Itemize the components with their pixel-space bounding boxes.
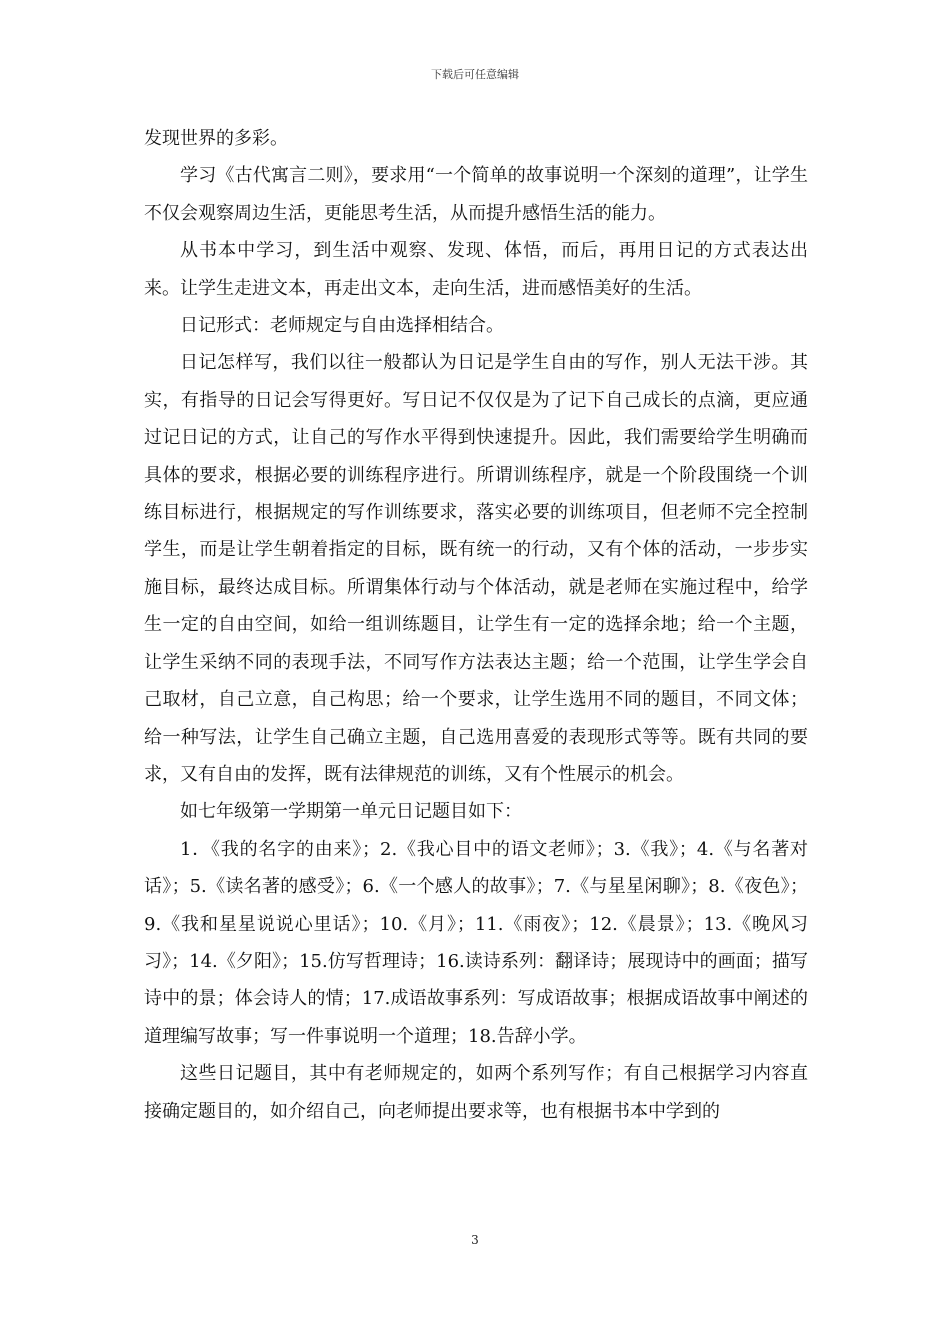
document-body	[144, 120, 808, 1130]
paragraph: 如七年级第一学期第一单元日记题目如下：	[180, 801, 522, 823]
page-header: 下载后可任意编辑	[431, 68, 519, 81]
paragraph: 1．《我的名字的由来》；2.《我心目中的语文老师》；3.《我》；4.《与名著对话》；5.《读名著的感受》；6.《一个感人的故事》；7.《与星星闲聊》；8.《夜色》；9.《我和星星说说心里话》；10.《月》；11.《雨夜》；12.《晨景》；13.《晚风习习》；14.《夕阳》；15.仿写哲理诗；16.读诗系列：翻译诗；展现诗中的画面；描写诗中的景；体会诗人的情；17.成语故事系列：写成语故事；根据成语故事中阐述的道理编写故事；写一件事说明一个道理；18.告辞小学。	[144, 838, 808, 1047]
paragraph: 日记怎样写，我们以往一般都认为日记是学生自由的写作，别人无法干涉。其实，有指导的日记会写得更好。写日记不仅仅是为了记下自己成长的点滴，更应通过记日记的方式，让自己的写作水平得到快速提升。因此，我们需要给学生明确而具体的要求，根据必要的训练程序进行。所谓训练程序，就是一个阶段围绕一个训练目标进行，根据规定的写作训练要求，落实必要的训练项目，但老师不完全控制学生，而是让学生朝着指定的目标，既有统一的行动，又有个体的活动，一步步实施目标，最终达成目标。所谓集体行动与个体活动，就是老师在实施过程中，给学生一定的自由空间，如给一组训练题目，让学生有一定的选择余地；给一个主题，让学生采纳不同的表现手法，不同写作方法表达主题；给一个范围，让学生学会自己取材，自己立意，自己构思；给一个要求，让学生选用不同的题目，不同文体；给一种写法，让学生自己确立主题，自己选用喜爱的表现形式等等。既有共同的要求，又有自由的发挥，既有法律规范的训练，又有个性展示的机会。	[144, 352, 808, 785]
paragraph: 日记形式：老师规定与自由选择相结合。	[180, 315, 504, 337]
paragraph: 学习《古代寓言二则》，要求用“一个简单的故事说明一个深刻的道理”，让学生不仅会观察周边生活，更能思考生活，从而提升感悟生活的能力。	[144, 165, 808, 224]
paragraph: 这些日记题目，其中有老师规定的，如两个系列写作；有自己根据学习内容直接确定题目的，如介绍自己，向老师提出要求等，也有根据书本中学到的	[144, 1063, 808, 1122]
paragraph: 从书本中学习，到生活中观察、发现、体悟，而后，再用日记的方式表达出来。让学生走进文本，再走出文本，走向生活，进而感悟美好的生活。	[144, 240, 808, 299]
paragraph: 发现世界的多彩。	[144, 128, 288, 149]
page-number: 3	[471, 1233, 479, 1247]
